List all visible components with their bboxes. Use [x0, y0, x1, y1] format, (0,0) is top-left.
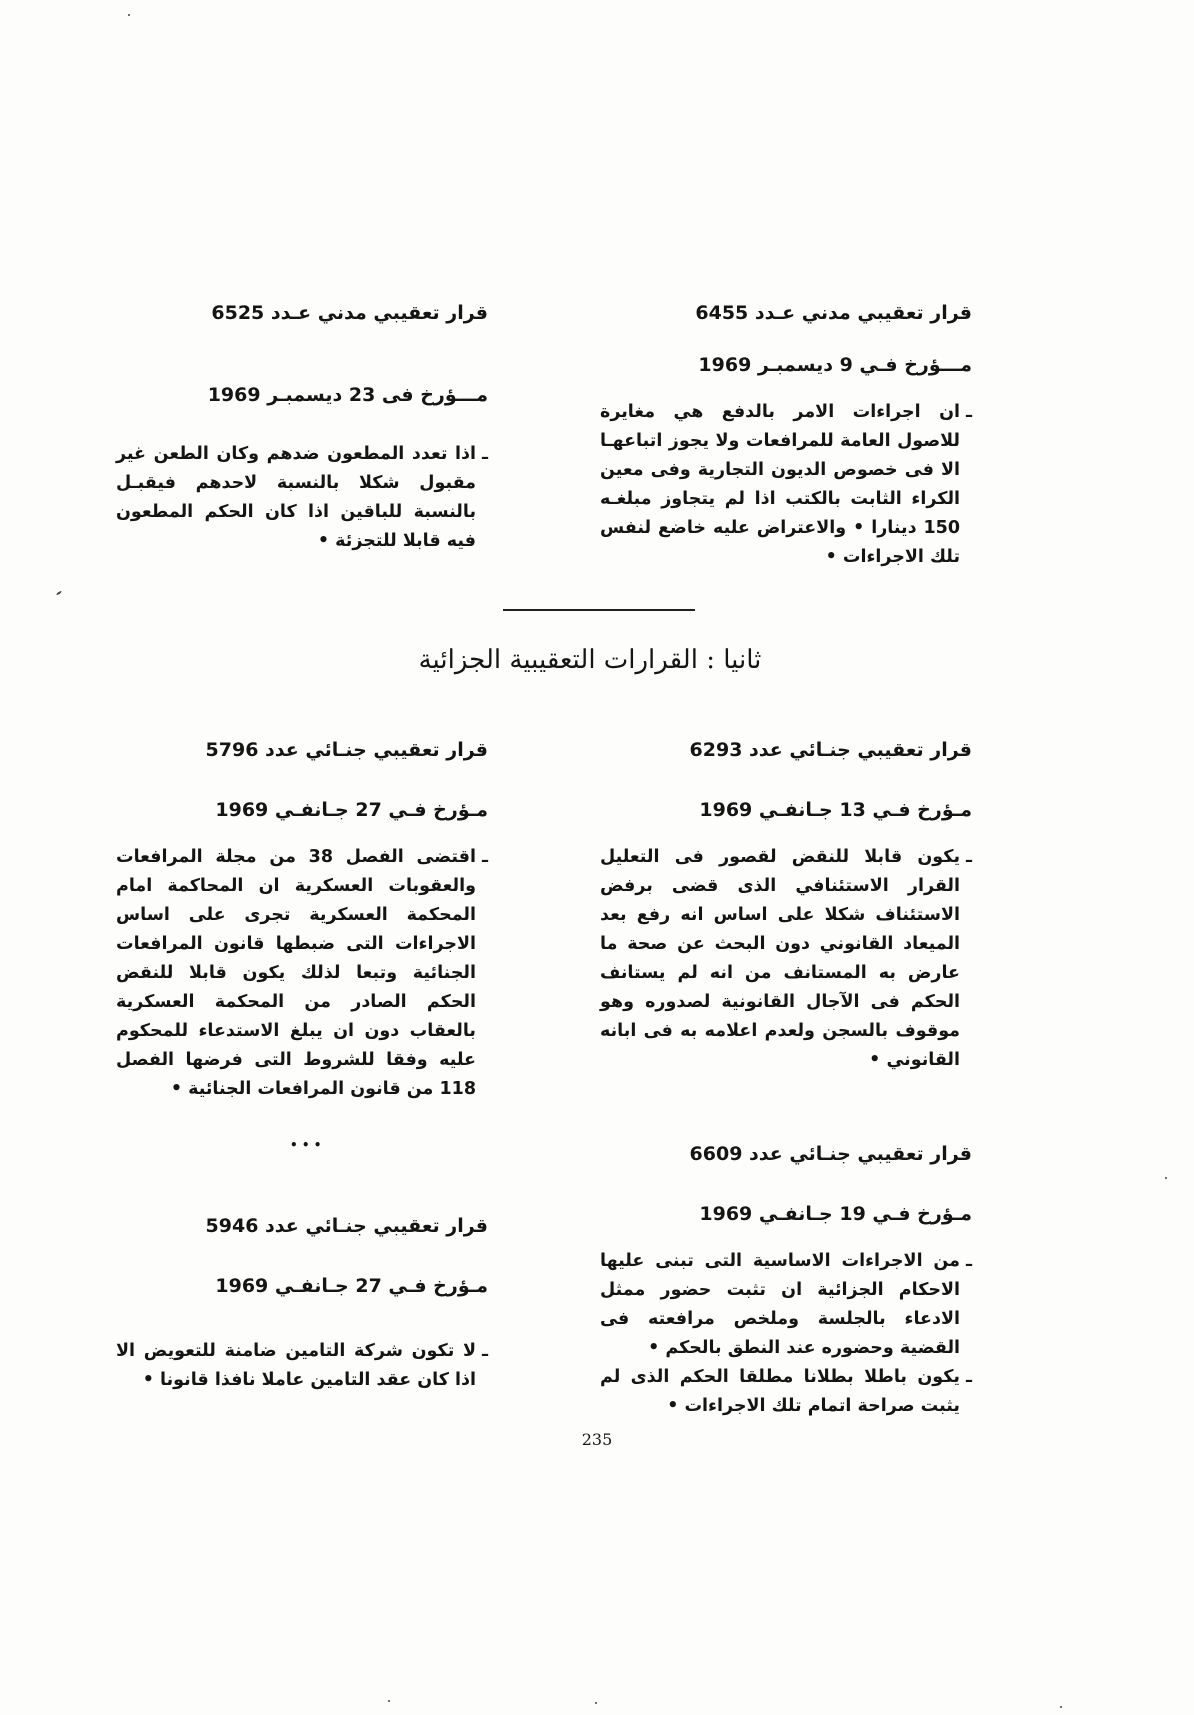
decision-title: قرار تعقيبي جنـائي عدد 6293 — [689, 739, 972, 761]
separator-dots: • • • — [290, 1138, 322, 1152]
section-divider — [503, 609, 695, 611]
decision-title: قرار تعقيبي مدني عـدد 6525 — [211, 302, 488, 324]
scan-speck — [128, 14, 130, 16]
decision-title: قرار تعقيبي جنـائي عدد 6609 — [689, 1143, 972, 1165]
decision-summary: ـ يكون قابلا للنقض لقصور فى التعليل القرار الاستئنافي الذى قضى برفض الاستئناف شكلا على اساس انه رفع بعد الميعاد القانوني دون البحث عن صحة ما عارض به المستانف من انه لم يستانف الحكم فى الآجال القانونية لصدوره وهو موقوف بالسجن ولعدم اعلامه به فى ابانه القانوني • — [600, 847, 972, 1070]
decision-title: قرار تعقيبي مدني عـدد 6455 — [695, 302, 972, 324]
decision-summary: ـ من الاجراءات الاساسية التى تبنى عليها الاحكام الجزائية ان تثبت حضور ممثل الادعاء بالجلسة وملخص مرافعته فى القضية وحضوره عند النطق بالحكم • — [600, 1251, 972, 1358]
criminal-decision-6293 — [600, 737, 972, 1075]
decision-summary: ـ يكون باطلا بطلانا مطلقا الحكم الذى لم يثبت صراحة اتمام تلك الاجراءات • — [600, 1367, 972, 1416]
criminal-decision-5946 — [116, 1213, 488, 1395]
civil-decision-6525 — [116, 300, 488, 556]
decision-date: مـؤرخ فـي 19 جـانفـي 1969 — [699, 1203, 972, 1225]
decision-date: مـؤرخ فـي 27 جـانفـي 1969 — [215, 1275, 488, 1297]
scan-speck — [388, 1700, 390, 1702]
civil-decision-6455 — [600, 300, 972, 572]
page-number: 235 — [581, 1430, 613, 1449]
criminal-decision-6609 — [600, 1141, 972, 1421]
section-heading: ثانيا : القرارات التعقيبية الجزائية — [418, 645, 762, 675]
decision-date: مـؤرخ فـي 27 جـانفـي 1969 — [215, 799, 488, 821]
scan-speck — [595, 1702, 597, 1704]
criminal-decision-5796 — [116, 737, 488, 1104]
decision-summary: ـ اقتضى الفصل 38 من مجلة المرافعات والعقوبات العسكرية ان المحاكمة امام المحكمة العسكرية تجرى على اساس الاجراءات التى ضبطها قانون المرافعات الجنائية وتبعا لذلك يكون قابلا للنقض الحكم الصادر من المحكمة العسكرية بالعقاب دون ان يبلغ الاستدعاء للمحكوم عليه وفقا للشروط التى فرضها الفصل 118 من قانون المرافعات الجنائية • — [116, 847, 488, 1099]
decision-title: قرار تعقيبي جنـائي عدد 5796 — [205, 739, 488, 761]
decision-summary: ـ لا تكون شركة التامين ضامنة للتعويض الا اذا كان عقد التامين عاملا نافذا قانونا • — [116, 1341, 488, 1390]
decision-date: مـــؤرخ فـي 9 ديسمبـر 1969 — [698, 354, 972, 376]
scan-speck — [1060, 1706, 1062, 1708]
decision-summary: ـ اذا تعدد المطعون ضدهم وكان الطعن غير مقبول شكلا بالنسبة لاحدهم فيقبـل بالنسبة للباقين اذا كان الحكم المطعون فيه قابلا للتجزئة • — [116, 444, 488, 551]
decision-summary: ـ ان اجراءات الامر بالدفع هي مغايرة للاصول العامة للمرافعات ولا يجوز اتباعهـا الا فى خصوص الديون التجارية وفى معين الكراء الثابت بالكتب اذا لم يتجاوز مبلغـه 150 دينارا • والاعتراض عليه خاضع لنفس تلك الاجراءات • — [600, 402, 972, 567]
decision-title: قرار تعقيبي جنـائي عدد 5946 — [205, 1215, 488, 1237]
scan-speck — [1165, 1177, 1167, 1179]
decision-date: مـؤرخ فـي 13 جـانفـي 1969 — [699, 799, 972, 821]
decision-date: مـــؤرخ فى 23 ديسمبـر 1969 — [207, 384, 488, 406]
scan-speck — [56, 590, 62, 595]
